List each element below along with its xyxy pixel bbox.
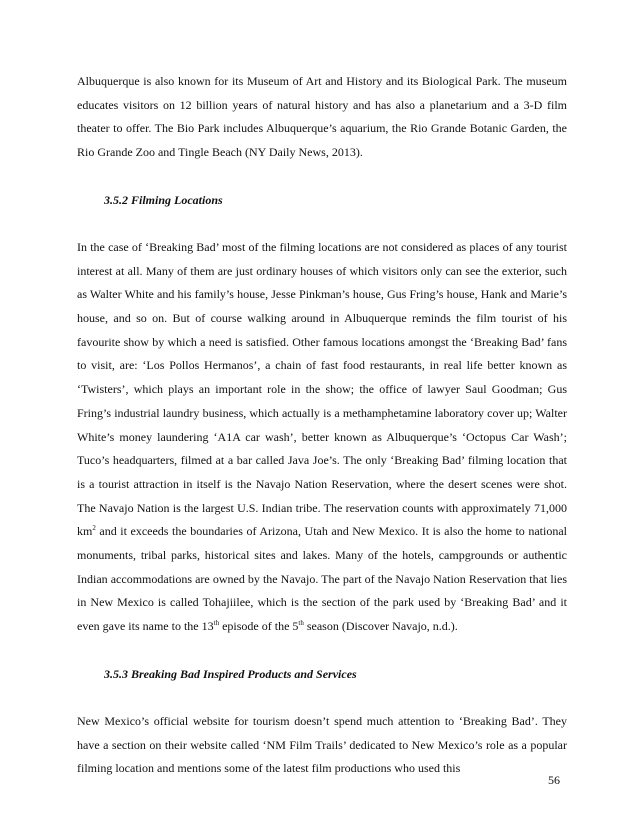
superscript: th bbox=[213, 619, 220, 628]
section-heading-filming-locations: 3.5.2 Filming Locations bbox=[104, 192, 223, 207]
superscript: 2 bbox=[92, 524, 96, 533]
page-number: 56 bbox=[548, 773, 560, 787]
spacer bbox=[77, 165, 567, 189]
page-body bbox=[77, 70, 567, 781]
text-run: season (Discover Navajo, n.d.). bbox=[303, 619, 458, 634]
section-heading-inspired-products: 3.5.3 Breaking Bad Inspired Products and Services bbox=[104, 666, 357, 681]
paragraph-nm-tourism: New Mexico’s official website for tourism doesn’t spend much attention to ‘Breaking Bad’. They have a section on their website called ‘NM Film Trails’ dedicated to New Mexico’s role as a popular filming location and mentions some of the latest film productions who used this bbox=[77, 713, 567, 776]
superscript: th bbox=[298, 619, 304, 628]
spacer bbox=[77, 639, 567, 663]
text-run: episode of the 5 bbox=[219, 619, 299, 634]
spacer bbox=[77, 686, 567, 710]
paragraph-museums: Albuquerque is also known for its Museum of Art and History and its Biological Park. The museum educates visitors on 12 billion years of natural history and has also a planetarium and a 3-D film theater to offer. The Bio Park includes Albuquerque’s aquarium, the Rio Grande Botanic Garden, the Rio Grande Zoo and Tingle Beach (NY Daily News, 2013). bbox=[77, 74, 567, 160]
spacer bbox=[77, 212, 567, 236]
paragraph-filming-locations bbox=[77, 236, 567, 639]
text-run: In the case of ‘Breaking Bad’ most of the filming locations are not considered as places of any tourist interest at all. Many of them are just ordinary houses of which visitors only can see the exterior, such as Walter White and his family’s house, Jesse Pinkman’s house, Gus Fring’s house, Hank and Marie’s house, and so on. But of course walking around in Albuquerque reminds the film tourist of his favourite show by which a need is satisfied. Other famous locations amongst the ‘Breaking Bad’ fans to visit, are: ‘Los Pollos Hermanos’, a chain of fast food restaurants, in real life better known as ‘Twisters’, which plays an important role in the show; the office of lawyer Saul Goodman; Gus Fring’s industrial laundry business, which actually is a methamphetamine laboratory cover up; Walter White’s money laundering ‘A1A car wash’, better known as Albuquerque’s ‘Octopus Car Wash’; Tuco’s headquarters, filmed at a bar called Java Joe’s. The only ‘Breaking Bad’ filming location that is a tourist attraction in itself is the Navajo Nation Reservation, where the desert scenes were shot. The Navajo Nation is the largest U.S. Indian tribe. The reservation counts with approximately 71,000 km bbox=[77, 239, 567, 539]
text-run: and it exceeds the boundaries of Arizona, Utah and New Mexico. It is also the home to national monuments, tribal parks, historical sites and lakes. Many of the hotels, campgrounds or authentic Indian accommodations are owned by the Navajo. The part of the Navajo Nation Reservation that lies in New Mexico is called Tohajiilee, which is the section of the park used by ‘Breaking Bad’ and it even gave its name to the 13 bbox=[77, 524, 567, 634]
